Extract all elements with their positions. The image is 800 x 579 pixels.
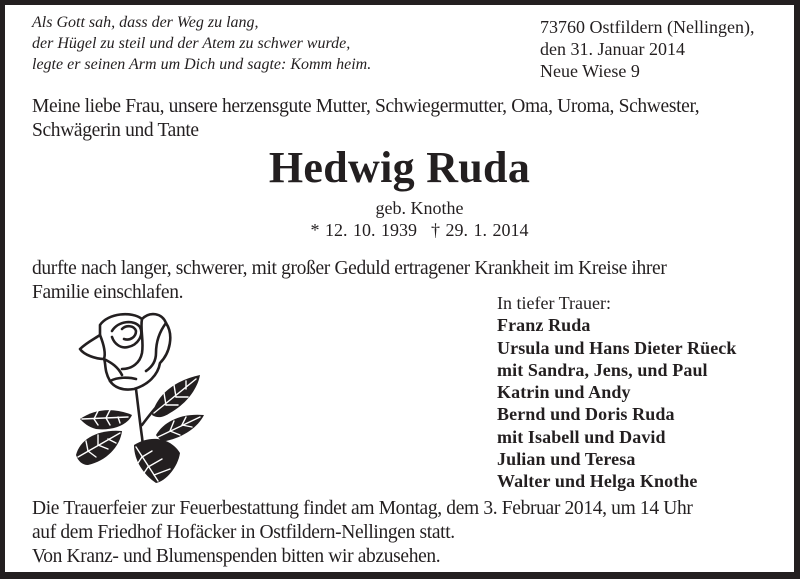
poem-line: legte er seinen Arm um Dich und sagte: Komm heim. [32, 56, 372, 73]
birth-date: * 12. 10. 1939 [310, 220, 417, 240]
obituary-notice [5, 5, 794, 572]
mourner-name: Julian und Teresa [497, 449, 636, 470]
funeral-info [32, 497, 693, 569]
poem-quote [32, 12, 371, 75]
address-block [540, 16, 754, 82]
mourner-name: Walter und Helga Knothe [497, 471, 698, 492]
death-date: † 29. 1. 2014 [431, 220, 529, 240]
address-line: 73760 Ostfildern (Nellingen), [540, 17, 755, 37]
intro-line: Schwägerin und Tante [32, 120, 199, 141]
mourner-name: mit Isabell und David [497, 426, 666, 447]
mourner-name: Katrin und Andy [497, 382, 631, 403]
intro-line: Meine liebe Frau, unsere herzensgute Mutter, Schwiegermutter, Oma, Uroma, Schwester, [32, 96, 700, 117]
funeral-info-line: auf dem Friedhof Hofäcker in Ostfildern-Nellingen statt. [32, 522, 455, 543]
maiden-name: geb. Knothe [375, 198, 464, 218]
funeral-info-line: Von Kranz- und Blumenspenden bitten wir abzusehen. [32, 546, 441, 567]
poem-line: der Hügel zu steil und der Atem zu schwer wurde, [32, 35, 351, 52]
poem-line: Als Gott sah, dass der Weg zu lang, [32, 14, 259, 31]
passing-line: durfte nach langer, schwerer, mit großer Geduld ertragener Krankheit im Kreise ihrer [32, 258, 667, 279]
intro-text [32, 95, 699, 143]
funeral-info-line: Die Trauerfeier zur Feuerbestattung findet am Montag, dem 3. Februar 2014, um 14 Uhr [32, 498, 693, 519]
mourner-name: Ursula und Hans Dieter Rüeck [497, 337, 737, 358]
passing-line: Familie einschlafen. [32, 282, 184, 303]
mourner-name: Bernd und Doris Ruda [497, 404, 675, 425]
mourners-list [497, 292, 737, 493]
mourner-name: mit Sandra, Jens, und Paul [497, 359, 708, 380]
deceased-name: Hedwig Ruda [268, 143, 531, 192]
mourner-name: Franz Ruda [497, 315, 591, 336]
life-dates [5, 219, 794, 241]
rose-icon [70, 305, 220, 485]
mourners-heading: In tiefer Trauer: [497, 293, 611, 313]
address-line: den 31. Januar 2014 [540, 39, 685, 59]
address-line: Neue Wiese 9 [540, 61, 640, 81]
